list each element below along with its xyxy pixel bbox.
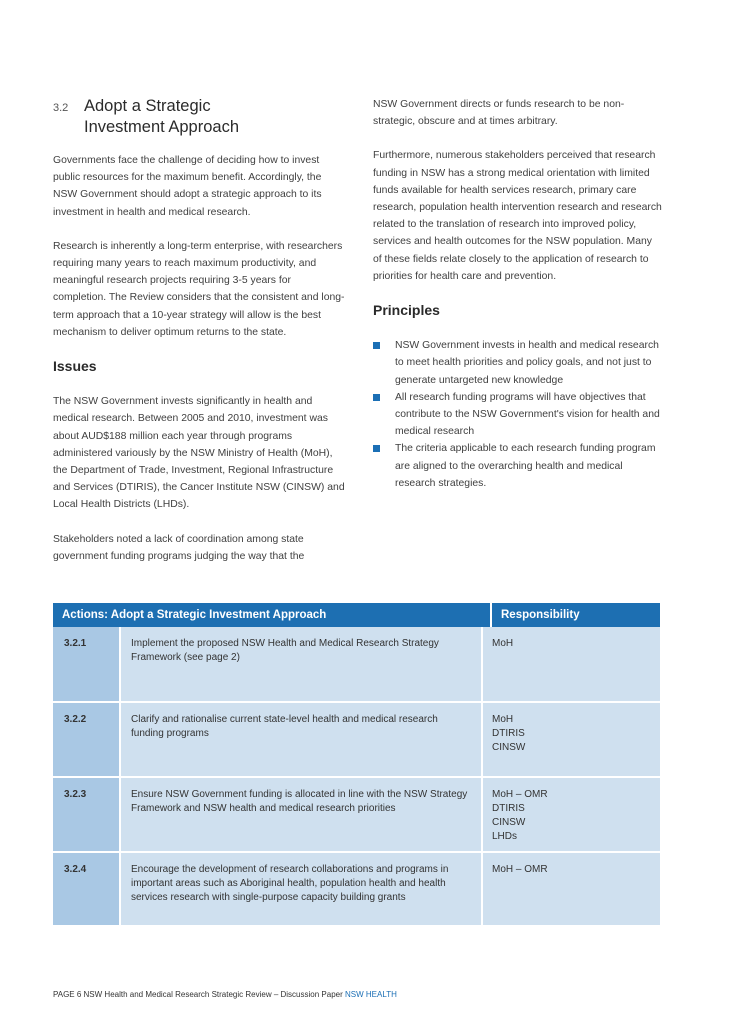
action-id: 3.2.3 <box>53 778 121 851</box>
section-title <box>84 96 284 138</box>
left-column <box>53 96 345 582</box>
table-row <box>53 627 660 703</box>
action-responsibility <box>483 703 660 776</box>
square-bullet-icon <box>373 394 380 401</box>
left-paragraph-2: Research is inherently a long-term enterprise, with researchers requiring many years to reach maximum productivity, and meaningful research projects requiring 3-5 years for completion. The Review considers that the consistent and long-term approach that a 10-year strategy will allow is the best mechanism to deliver optimum returns to the state. <box>53 240 345 338</box>
section-heading <box>53 96 345 138</box>
action-id: 3.2.1 <box>53 627 121 701</box>
section-number: 3.2 <box>53 102 69 114</box>
table-header <box>53 603 660 627</box>
right-paragraph-2: Furthermore, numerous stakeholders perceived that research funding in NSW has a strong medical orientation with limited funds available for health services research, primary care research, population health intervention research and research related to the translation of research into improved policy, services and health outcomes for the NSW population. Many of these fields relate closely to the application of research to priorities for health care and prevention. <box>373 150 662 282</box>
left-paragraph-1: Governments face the challenge of deciding how to invest public resources for the maximum benefit. Accordingly, the NSW Government should adopt a strategic approach to its investment in health and medical research. <box>53 155 322 218</box>
principle-text: NSW Government invests in health and medical research to meet health priorities and policy goals, and not just to generate untargeted new knowledge <box>395 340 659 386</box>
square-bullet-icon <box>373 342 380 349</box>
table-row <box>53 703 660 778</box>
section-title-line1: Adopt a Strategic <box>84 97 211 115</box>
action-id: 3.2.4 <box>53 853 121 925</box>
principle-item <box>373 440 663 492</box>
actions-table <box>53 603 660 927</box>
square-bullet-icon <box>373 445 380 452</box>
principles-list <box>373 337 663 492</box>
principle-item <box>373 389 663 441</box>
action-id: 3.2.2 <box>53 703 121 776</box>
footer-text: PAGE 6 NSW Health and Medical Research Strategic Review – Discussion Paper <box>53 990 343 999</box>
right-column <box>373 96 663 492</box>
action-responsibility <box>483 853 660 925</box>
right-paragraph-1: NSW Government directs or funds research to be non-strategic, obscure and at times arbitrary. <box>373 99 625 128</box>
action-responsibility <box>483 778 660 851</box>
header-responsibility: Responsibility <box>501 609 580 621</box>
action-description: Encourage the development of research collaborations and programs in important areas such as Aboriginal health, population health and health services research with single-purpose capacity building grants <box>121 853 483 925</box>
action-description: Clarify and rationalise current state-level health and medical research funding programs <box>121 703 483 776</box>
responsibility-entry: MoH <box>492 714 514 725</box>
responsibility-entry: MoH <box>492 638 514 649</box>
principle-text: The criteria applicable to each research funding program are aligned to the overarching health and medical research strategies. <box>395 443 656 489</box>
left-paragraph-4: Stakeholders noted a lack of coordination among state government funding programs judging the way that the <box>53 533 305 562</box>
section-title-line2: Investment Approach <box>84 118 240 136</box>
responsibility-entry: DTIRIS <box>492 728 525 739</box>
header-actions: Actions: Adopt a Strategic Investment Approach <box>53 603 492 627</box>
responsibility-entry: MoH – OMR <box>492 789 548 800</box>
responsibility-entry: DTIRIS <box>492 803 525 814</box>
responsibility-entry: LHDs <box>492 831 518 842</box>
table-row <box>53 778 660 853</box>
action-responsibility <box>483 627 660 701</box>
principle-item <box>373 337 663 389</box>
responsibility-entry: CINSW <box>492 817 526 828</box>
footer-brand: NSW HEALTH <box>345 990 397 999</box>
action-description: Implement the proposed NSW Health and Medical Research Strategy Framework (see page 2) <box>121 627 483 701</box>
issues-heading: Issues <box>53 358 97 375</box>
page-footer <box>53 990 397 999</box>
principle-text: All research funding programs will have objectives that contribute to the NSW Government's vision for health and medical research <box>395 391 660 438</box>
principles-heading: Principles <box>373 302 440 319</box>
responsibility-entry: CINSW <box>492 742 526 753</box>
action-description: Ensure NSW Government funding is allocated in line with the NSW Strategy Framework and NSW health and medical research priorities <box>121 778 483 851</box>
left-paragraph-3: The NSW Government invests significantly in health and medical research. Between 2005 and 2010, investment was about AUD$188 million each year through programs administered variously by the NSW Ministry of Health (MoH), the Department of Trade, Investment, Regional Infrastructure and Services (DTIRIS), the Cancer Institute NSW (CINSW) and Local Health Districts (LHDs). <box>53 396 345 511</box>
responsibility-entry: MoH – OMR <box>492 864 548 875</box>
table-row <box>53 853 660 927</box>
